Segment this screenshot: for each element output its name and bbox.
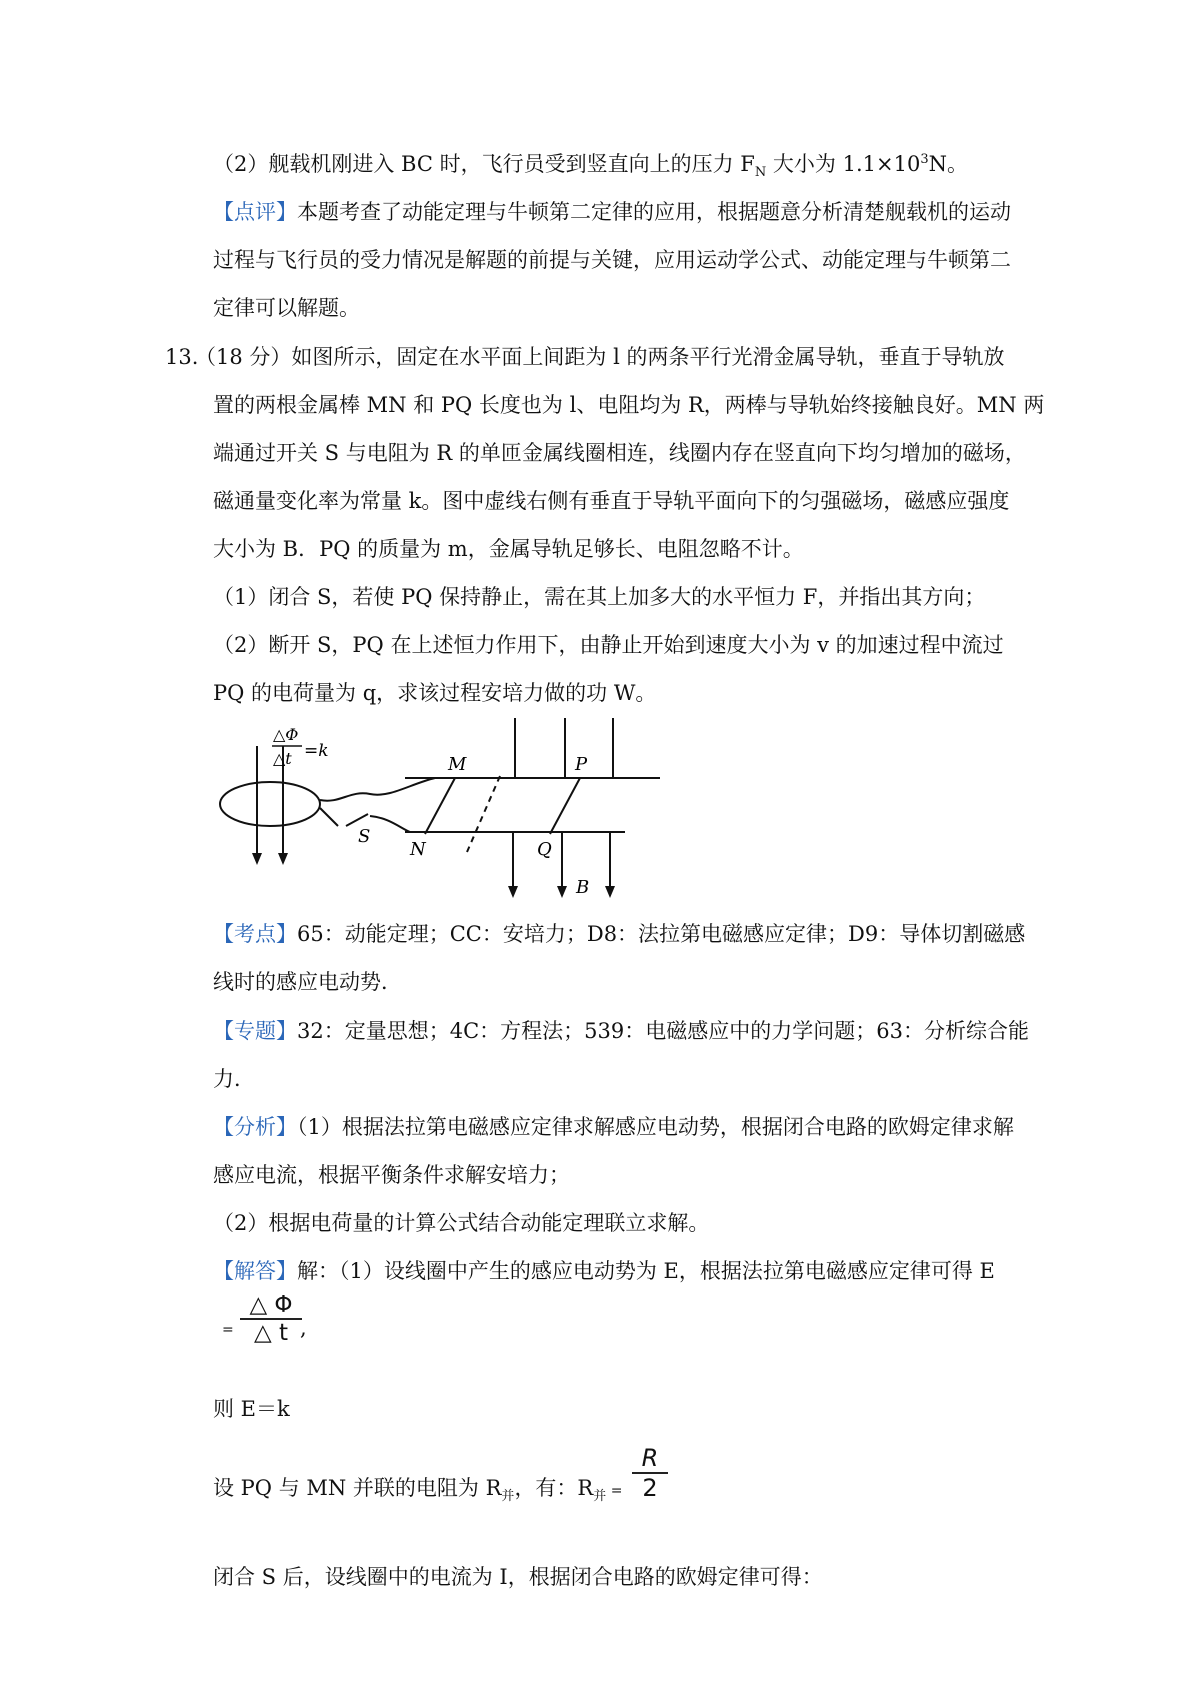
kaodian-tag: 【考点】 bbox=[213, 922, 297, 946]
fraction-numerator: △ Φ bbox=[249, 1292, 293, 1318]
wire-switch-left bbox=[320, 808, 338, 826]
jieda-tag: 【解答】 bbox=[213, 1259, 297, 1283]
question-line-6: （1）闭合 S，若使 PQ 保持静止，需在其上加多大的水平恒力 F，并指出其方向； bbox=[213, 585, 986, 609]
label-n: N bbox=[410, 839, 426, 860]
jieda-line-3: 设 PQ 与 MN 并联的电阻为 $R_并$，有：$R_并$ = bbox=[213, 1476, 623, 1505]
label-p: P bbox=[575, 754, 588, 775]
zhuanti-line-1: 【专题】32：定量思想；4C：方程法；539：电磁感应中的力学问题；63：分析综合能 bbox=[213, 1019, 1029, 1043]
line-part2-answer: （2）舰载机刚进入 BC 时，飞行员受到竖直向上的压力 $F_N$ 大小为 $1.1\times 10^3N$。 bbox=[213, 152, 968, 181]
wire-top bbox=[320, 778, 435, 801]
question-line-3: 端通过开关 S 与电阻为 R 的单匝金属线圈相连，线圈内存在竖直向下均匀增加的磁场， bbox=[213, 441, 1026, 465]
switch-blade bbox=[346, 814, 368, 826]
question-line-8: PQ 的电荷量为 q，求该过程安培力做的功 W。 bbox=[213, 681, 657, 705]
fraction-r-numerator: R bbox=[641, 1444, 659, 1472]
arrowhead-field-2 bbox=[557, 886, 567, 898]
arrowhead-coil-1 bbox=[252, 853, 262, 865]
circuit-diagram bbox=[210, 718, 670, 898]
wire-switch-right bbox=[370, 816, 410, 832]
review-line-3: 定律可以解题。 bbox=[213, 296, 360, 320]
question-line-1: （18 分）如图所示，固定在水平面上间距为 l 的两条平行光滑金属导轨，垂直于导轨放 bbox=[195, 345, 1005, 369]
fenxi-tag: 【分析】 bbox=[213, 1115, 297, 1139]
flux-numerator: △Φ bbox=[273, 725, 299, 744]
field-boundary-dashed bbox=[467, 776, 500, 852]
fraction-dphi-dt bbox=[240, 1292, 302, 1346]
fraction-denominator: △ t bbox=[253, 1320, 289, 1346]
question-line-4: 磁通量变化率为常量 k。图中虚线右侧有垂直于导轨平面向下的匀强磁场，磁感应强度 bbox=[213, 489, 1010, 513]
label-m: M bbox=[448, 754, 467, 775]
label-b: B bbox=[576, 877, 590, 898]
jieda-line-2: 则 E＝k bbox=[213, 1397, 290, 1421]
question-number: 13. bbox=[165, 345, 199, 369]
review-line-1: 【点评】本题考查了动能定理与牛顿第二定律的应用，根据题意分析清楚舰载机的运动 bbox=[213, 200, 1011, 224]
fraction-r-over-2 bbox=[632, 1444, 668, 1502]
question-line-2: 置的两根金属棒 MN 和 PQ 长度也为 l、电阻均为 R，两棒与导轨始终接触良好。MN 两 bbox=[213, 393, 1045, 417]
jieda-line-1: 【解答】解：（1）设线圈中产生的感应电动势为 E，根据法拉第电磁感应定律可得 E bbox=[213, 1259, 995, 1283]
question-line-7: （2）断开 S，PQ 在上述恒力作用下，由静止开始到速度大小为 v 的加速过程中流过 bbox=[213, 633, 1004, 657]
label-s: S bbox=[358, 826, 371, 847]
coil-ellipse bbox=[220, 782, 320, 826]
rod-pq bbox=[550, 778, 580, 834]
jieda-line-4: 闭合 S 后，设线圈中的电流为 I，根据闭合电路的欧姆定律可得： bbox=[213, 1565, 823, 1589]
review-line-2: 过程与飞行员的受力情况是解题的前提与关键，应用运动学公式、动能定理与牛顿第二 bbox=[213, 248, 1011, 272]
equals-sign-1: = bbox=[222, 1322, 234, 1338]
zhuanti-tag: 【专题】 bbox=[213, 1019, 297, 1043]
comma-after-fraction: , bbox=[300, 1316, 307, 1340]
rod-mn bbox=[425, 778, 455, 834]
fenxi-line-3: （2）根据电荷量的计算公式结合动能定理联立求解。 bbox=[213, 1211, 710, 1235]
review-tag: 【点评】 bbox=[213, 200, 297, 224]
zhuanti-line-2: 力． bbox=[213, 1067, 255, 1091]
fenxi-line-1: 【分析】（1）根据法拉第电磁感应定律求解感应电动势，根据闭合电路的欧姆定律求解 bbox=[213, 1115, 1014, 1139]
kaodian-line-2: 线时的感应电动势． bbox=[213, 970, 402, 994]
arrowhead-field-1 bbox=[508, 886, 518, 898]
arrowhead-coil-2 bbox=[278, 853, 288, 865]
fenxi-line-2: 感应电流，根据平衡条件求解安培力； bbox=[213, 1163, 570, 1187]
question-line-5: 大小为 B．PQ 的质量为 m，金属导轨足够长、电阻忽略不计。 bbox=[213, 537, 804, 561]
label-q: Q bbox=[537, 839, 552, 860]
arrowhead-field-3 bbox=[605, 886, 615, 898]
kaodian-line-1: 【考点】65：动能定理；CC：安培力；D8：法拉第电磁感应定律；D9：导体切割磁感 bbox=[213, 922, 1026, 946]
arrowheads bbox=[252, 853, 615, 898]
fraction-r-denominator: 2 bbox=[642, 1474, 658, 1502]
flux-equals-k: =k bbox=[304, 741, 329, 761]
flux-denominator: △t bbox=[273, 749, 292, 768]
